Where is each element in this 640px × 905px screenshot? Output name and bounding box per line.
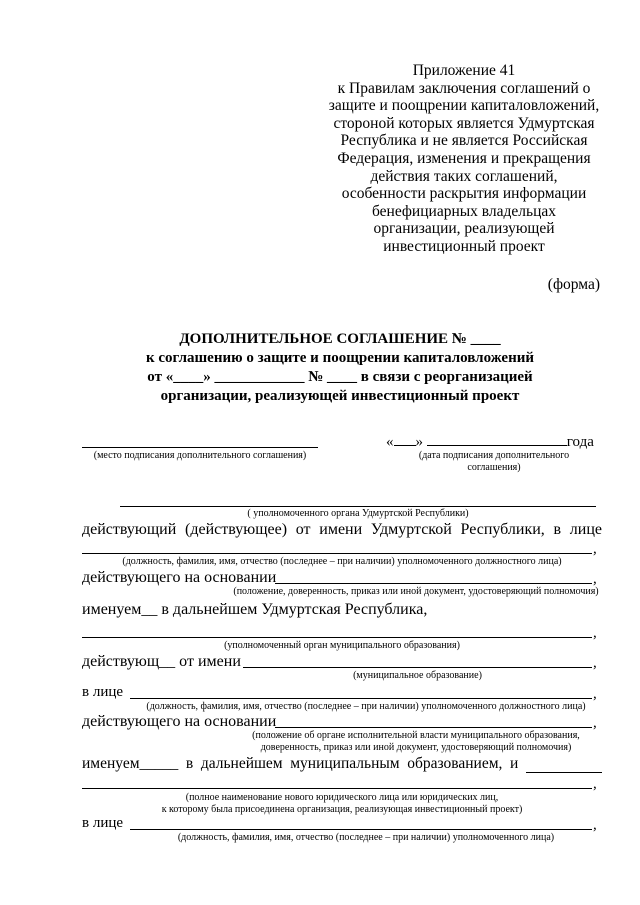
new-entity-caption-line-2: к которому была присоединена организация, реализующая инвестиционный проект) [161, 804, 523, 815]
in-person-label-2: в лице [82, 815, 124, 831]
udm-authority-caption: ( уполномоченного органа Удмуртской Республики) [247, 508, 469, 519]
basis-label-2: действующего на основании [82, 713, 277, 730]
acting-word: в [553, 521, 562, 538]
basis-caption-2-line-1: (положение об органе исполнительной власти муниципального образования, [252, 730, 580, 741]
municipal-named-word: в [185, 755, 194, 772]
appendix-line: к Правилам заключения соглашений о [337, 79, 591, 97]
appendix-line: защите и поощрении капиталовложений, [328, 97, 600, 115]
date-quote-open: « [386, 434, 394, 450]
new-entity-blank [82, 788, 592, 789]
acting-word: (действующее) [185, 521, 288, 538]
appendix-line: организации, реализующей [373, 220, 555, 238]
comma: , [593, 571, 597, 587]
basis-label: действующего на основании [82, 569, 277, 586]
official-blank [82, 553, 592, 554]
udm-authority-blank [120, 506, 596, 507]
title-line-4: организации, реализующей инвестиционный проект [160, 388, 520, 404]
title-line-1: ДОПОЛНИТЕЛЬНОЕ СОГЛАШЕНИЕ № ____ [179, 331, 501, 347]
basis-blank [275, 583, 592, 584]
date-quote-close: » [415, 434, 423, 450]
basis-blank-2 [275, 727, 592, 728]
acting-on-behalf: действующ__ от имени [82, 653, 241, 670]
appendix-header [320, 62, 608, 256]
acting-word: Республики, [460, 521, 545, 538]
appendix-line: особенности раскрытия информации [341, 185, 587, 203]
basis-caption-2 [230, 730, 602, 754]
form-label: (форма) [547, 276, 600, 293]
comma: , [593, 625, 597, 641]
document-title [70, 330, 610, 406]
municipal-named-word: муниципальным [290, 755, 400, 772]
title-line-2: к соглашению о защите и поощрении капиталовложений [145, 350, 534, 366]
party-blank [526, 759, 602, 773]
acting-word: от [295, 521, 311, 538]
appendix-line: инвестиционный проект [383, 237, 545, 255]
date-caption [386, 450, 602, 474]
official-caption-2: (должность, фамилия, имя, отчество (последнее – при наличии) уполномоченного должностного лица) [146, 701, 586, 712]
new-entity-caption-line-1: (полное наименование нового юридического лица или юридических лиц, [185, 792, 499, 803]
new-entity-caption [82, 792, 602, 816]
official-caption-3: (должность, фамилия, имя, отчество (последнее – при наличии) уполномоченного лица) [177, 832, 555, 843]
comma: , [593, 776, 597, 792]
basis-caption: (положение, доверенность, приказ или иной документ, удостоверяющий полномочия) [233, 586, 599, 597]
official-blank-3 [130, 829, 592, 830]
comma: , [593, 541, 597, 557]
udm-named: именуем__ в дальнейшем Удмуртская Республика, [82, 601, 428, 618]
comma: , [593, 817, 597, 833]
acting-word: действующий [82, 521, 177, 538]
official-caption: (должность, фамилия, имя, отчество (последнее – при наличии) уполномоченного должностного лица) [122, 556, 562, 567]
acting-word: Удмуртской [370, 521, 452, 538]
date-field [386, 432, 594, 451]
appendix-line: Федерация, изменения и прекращения [337, 149, 591, 167]
municipal-authority-caption: (уполномоченный орган муниципального образования) [224, 640, 460, 651]
appendix-line: стороной которых является Удмуртская [333, 114, 595, 132]
day-blank [394, 432, 416, 446]
municipal-named-word: именуем_____ [82, 755, 179, 772]
date-caption-line-1: (дата подписания дополнительного [418, 450, 570, 461]
comma: , [593, 715, 597, 731]
place-caption: (место подписания дополнительного соглашения) [93, 450, 307, 461]
appendix-line: Приложение 41 [412, 62, 516, 79]
municipal-named-word: и [510, 755, 519, 772]
basis-caption-2-line-2: доверенность, приказ или иной документ, удостоверяющий полномочия) [260, 742, 572, 753]
year-word: года [566, 434, 594, 450]
municipal-named-word: дальнейшем [200, 755, 283, 772]
place-blank [82, 447, 318, 448]
comma: , [593, 686, 597, 702]
title-line-3: от «____» ____________ № ____ в связи с реорганизацией [147, 369, 533, 385]
appendix-line: бенефициарных владельцах [371, 202, 557, 220]
date-caption-line-2: соглашения) [467, 462, 521, 473]
appendix-line: действия таких соглашений, [370, 167, 558, 185]
municipality-caption: (муниципальное образование) [353, 670, 482, 681]
municipality-blank [243, 667, 592, 668]
municipal-named-word: образованием, [407, 755, 503, 772]
in-person-label: в лице [82, 684, 124, 700]
acting-word: имени [319, 521, 363, 538]
municipal-authority-blank [82, 637, 592, 638]
official-blank-2 [130, 698, 592, 699]
acting-word: лице [569, 521, 602, 538]
month-year-blank [427, 432, 567, 446]
acting-row [82, 521, 602, 539]
appendix-line: Республика и не является Российская [340, 132, 588, 150]
comma: , [593, 655, 597, 671]
municipal-named-row [82, 755, 602, 773]
